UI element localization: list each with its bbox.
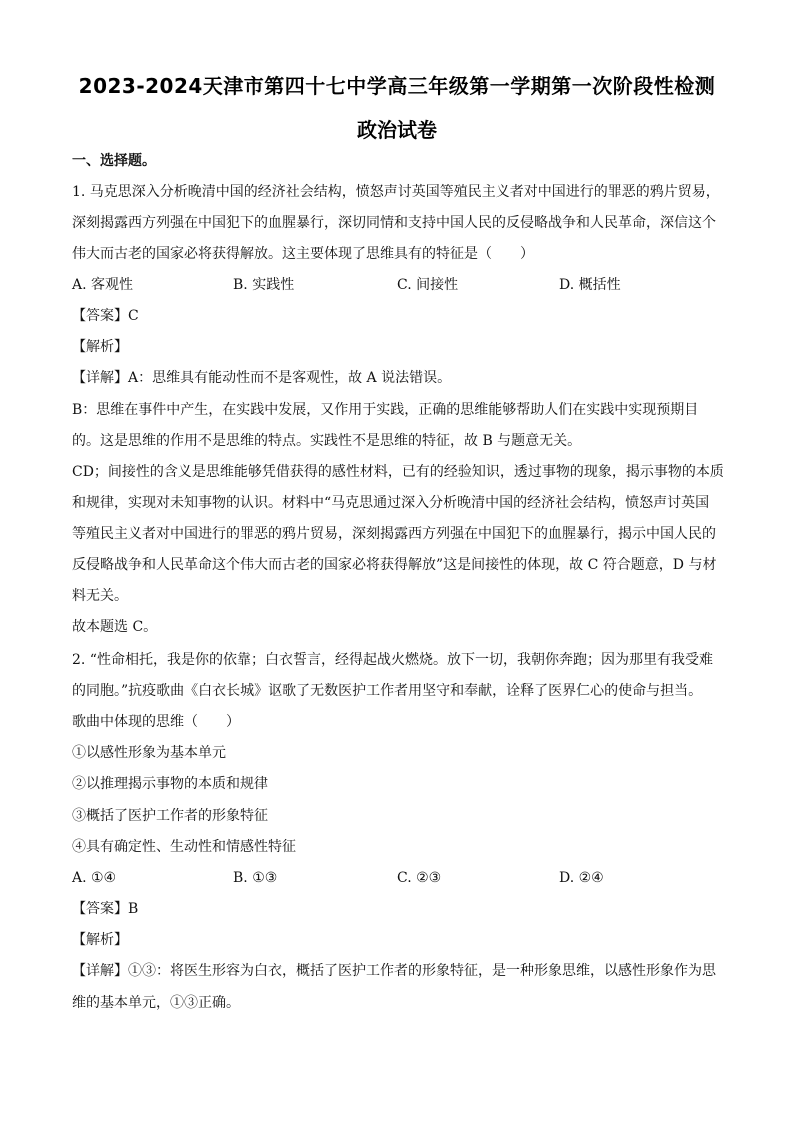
q2-analysis-label: 【解析】 — [72, 932, 128, 948]
q1-stem-line: 伟大而古老的国家必将获得解放。这主要体现了思维具有的特征是（ ） — [72, 246, 534, 262]
q1-detail-line: 的。这是思维的作用不是思维的特点。实践性不是思维的特征，故 B 与题意无关。 — [72, 433, 582, 449]
q2-statement: ③概括了医护工作者的形象特征 — [72, 808, 268, 824]
section-heading: 一、选择题。 — [72, 153, 156, 169]
q1-answer: 【答案】C — [72, 308, 139, 324]
q1-option-d: D. 概括性 — [559, 277, 621, 293]
q1-detail-line: 和规律，实现对未知事物的认识。材料中“马克思通过深入分析晚清中国的经济社会结构，愤怒声讨英国 — [72, 495, 710, 511]
q2-statement: ④具有确定性、生动性和情感性特征 — [72, 839, 296, 855]
q1-option-a: A. 客观性 — [72, 277, 134, 293]
q2-stem-line: 歌曲中体现的思维（ ） — [72, 714, 240, 730]
q2-statement: ②以推理揭示事物的本质和规律 — [72, 776, 268, 792]
q1-detail-line: 反侵略战争和人民革命这个伟大而古老的国家必将获得解放”这是间接性的体现，故 C 符合题意，D 与材 — [72, 557, 717, 573]
q2-option-d: D. ②④ — [559, 870, 604, 886]
q1-detail-line: 等殖民主义者对中国进行的罪恶的鸦片贸易，深刻揭露西方列强在中国犯下的血腥暴行，揭示中国人民的 — [72, 526, 716, 542]
q1-option-c: C. 间接性 — [397, 277, 459, 293]
q2-detail-line: 【详解】①③：将医生形容为白衣，概括了医护工作者的形象特征，是一种形象思维，以感性形象作为思 — [72, 963, 716, 979]
q1-conclusion: 故本题选 C。 — [72, 619, 158, 635]
q1-detail-line: CD；间接性的含义是思维能够凭借获得的感性材料，已有的经验知识，透过事物的现象，揭示事物的本质 — [72, 464, 724, 480]
q2-statement: ①以感性形象为基本单元 — [72, 745, 226, 761]
q2-detail-line: 维的基本单元，①③正确。 — [72, 995, 240, 1011]
q2-answer: 【答案】B — [72, 901, 139, 917]
q1-detail-line: B：思维在事件中产生，在实践中发展，又作用于实践，正确的思维能够帮助人们在实践中实现预期目 — [72, 402, 699, 418]
q2-option-c: C. ②③ — [397, 870, 442, 886]
q1-option-b: B. 实践性 — [233, 277, 295, 293]
q1-analysis-label: 【解析】 — [72, 339, 128, 355]
q1-detail-line: 料无关。 — [72, 588, 128, 604]
q1-stem-line: 1. 马克思深入分析晚清中国的经济社会结构，愤怒声讨英国等殖民主义者对中国进行的罪恶的鸦片贸易， — [72, 184, 720, 200]
q2-stem-line: 的同胞。”抗疫歌曲《白衣长城》讴歌了无数医护工作者用坚守和奉献，诠释了医界仁心的使命与担当。 — [72, 683, 703, 699]
doc-title: 2023-2024天津市第四十七中学高三年级第一学期第一次阶段性检测 — [78, 74, 716, 98]
q1-stem-line: 深刻揭露西方列强在中国犯下的血腥暴行，深切同情和支持中国人民的反侵略战争和人民革命，深信这个 — [72, 215, 716, 231]
q2-option-b: B. ①③ — [233, 870, 278, 886]
doc-subtitle: 政治试卷 — [357, 118, 437, 142]
q2-stem-line: 2. “性命相托，我是你的依靠；白衣誓言，经得起战火燃烧。放下一切，我朝你奔跑；因为那里有我受难 — [72, 652, 713, 668]
q2-option-a: A. ①④ — [72, 870, 117, 886]
q1-detail-line: 【详解】A：思维具有能动性而不是客观性，故 A 说法错误。 — [72, 370, 452, 386]
